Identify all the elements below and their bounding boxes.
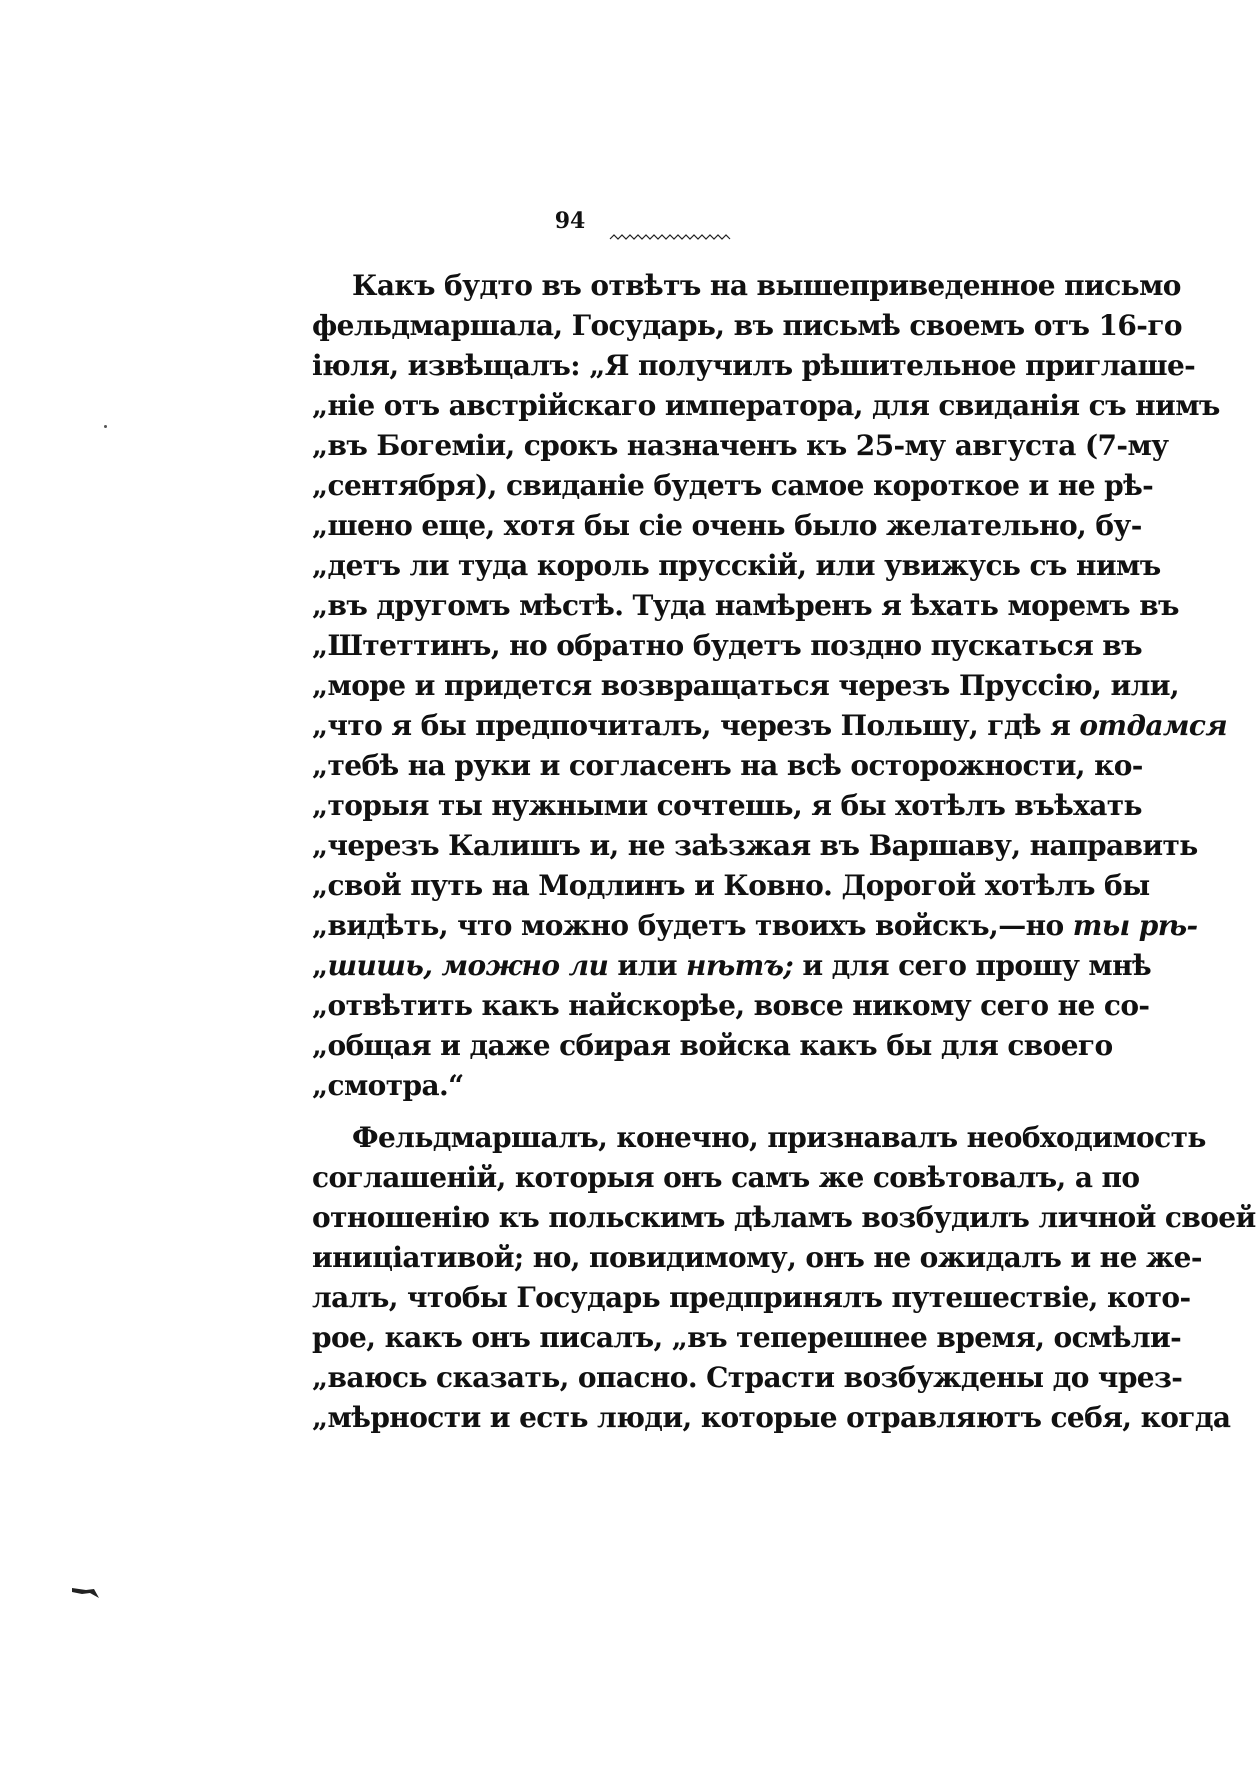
- text-span: „мѣрности и есть люди, которые отравляютъ себя, когда: [312, 1401, 1231, 1434]
- text-line: [312, 1358, 1183, 1398]
- text-span: „смотра.“: [312, 1069, 464, 1102]
- text-line: [312, 466, 1154, 506]
- text-span: рое, какъ онъ писалъ, „въ теперешнее время, осмѣли-: [312, 1321, 1182, 1354]
- text-span: „ваюсь сказать, опасно. Страсти возбуждены до чрез-: [312, 1361, 1183, 1394]
- text-line: [312, 746, 1143, 786]
- text-line: [312, 546, 1161, 586]
- text-line: [312, 826, 1198, 866]
- text-line: [312, 266, 1181, 306]
- text-span: „общая и даже сбирая войска какъ бы для своего: [312, 1029, 1113, 1062]
- text-line: [312, 786, 1142, 826]
- text-span: іюля, извѣщалъ: „Я получилъ рѣшительное приглаше-: [312, 349, 1196, 382]
- text-span: „свой путь на Модлинъ и Ковно. Дорогой хотѣлъ бы: [312, 869, 1150, 902]
- text-span: „ніе отъ австрійскаго императора, для свиданія съ нимъ: [312, 389, 1220, 422]
- text-span: „въ другомъ мѣстѣ. Туда намѣренъ я ѣхать моремъ въ: [312, 589, 1179, 622]
- text-line: [312, 946, 1152, 986]
- text-span: „: [312, 949, 328, 982]
- text-span: „видѣть, что можно будетъ твоихъ войскъ,—но: [312, 909, 1073, 942]
- page-number: 94: [554, 208, 586, 234]
- text-span: Какъ будто въ отвѣтъ на вышеприведенное письмо: [352, 269, 1181, 302]
- text-line: [312, 626, 1143, 666]
- text-span: отношенію къ польскимъ дѣламъ возбудилъ личной своей: [312, 1201, 1256, 1234]
- text-line: [312, 1118, 1206, 1158]
- text-line: [312, 1318, 1182, 1358]
- text-span: „торыя ты нужными сочтешь, я бы хотѣлъ въѣхать: [312, 789, 1142, 822]
- page-number-ornament: [610, 234, 730, 244]
- text-line: [312, 1066, 1028, 1106]
- text-span: „въ Богеміи, срокъ назначенъ къ 25-му августа (7-му: [312, 429, 1169, 462]
- italic-text: ты рѣ-: [1072, 909, 1198, 942]
- text-line: [312, 906, 1198, 946]
- text-line: [312, 1198, 1256, 1238]
- text-line: [312, 586, 1179, 626]
- text-span: Фельдмаршалъ, конечно, признавалъ необходимость: [352, 1121, 1206, 1154]
- text-line: [312, 1278, 1191, 1318]
- text-line: [312, 426, 1169, 466]
- text-span: и для сего прошу мнѣ: [793, 949, 1152, 982]
- text-span: или: [608, 949, 687, 982]
- text-line: [312, 506, 1142, 546]
- text-line: [312, 1158, 1140, 1198]
- text-line: [312, 306, 1182, 346]
- text-span: „шено еще, хотя бы сіе очень было желательно, бу-: [312, 509, 1142, 542]
- italic-text: нѣтъ;: [686, 949, 794, 982]
- text-span: „детъ ли туда король прусскій, или увижусь съ нимъ: [312, 549, 1161, 582]
- text-span: лалъ, чтобы Государь предпринялъ путешествіе, кото-: [312, 1281, 1191, 1314]
- text-line: [312, 666, 1180, 706]
- text-span: иниціативой; но, повидимому, онъ не ожидалъ и не же-: [312, 1241, 1202, 1274]
- text-line: [312, 386, 1220, 426]
- text-span: соглашеній, которыя онъ самъ же совѣтовалъ, а по: [312, 1161, 1140, 1194]
- margin-mark: [72, 1586, 100, 1600]
- text-span: фельдмаршала, Государь, въ письмѣ своемъ отъ 16-го: [312, 309, 1182, 342]
- text-line: [312, 866, 1150, 906]
- text-span: „сентября), свиданіе будетъ самое короткое и не рѣ-: [312, 469, 1154, 502]
- paragraph-gap: [312, 1106, 1028, 1118]
- text-line: [312, 1238, 1202, 1278]
- text-span: „тебѣ на руки и согласенъ на всѣ осторожности, ко-: [312, 749, 1143, 782]
- text-line: [312, 1026, 1113, 1066]
- text-line: [312, 1398, 1231, 1438]
- paragraph: [312, 1118, 1256, 1438]
- text-span: „Штеттинъ, но обратно будетъ поздно пускаться въ: [312, 629, 1143, 662]
- italic-text: шишь, можно ли: [327, 949, 609, 982]
- text-span: „черезъ Калишъ и, не заѣзжая въ Варшаву, направить: [312, 829, 1198, 862]
- text-span: „что я бы предпочиталъ, черезъ Польшу, гдѣ я: [312, 709, 1080, 742]
- italic-text: отдамся: [1079, 709, 1228, 742]
- paragraph: [312, 266, 1228, 1106]
- stray-dot: [104, 425, 107, 428]
- text-body: [312, 266, 1256, 1438]
- text-line: [312, 346, 1196, 386]
- text-span: „отвѣтить какъ найскорѣе, вовсе никому сего не со-: [312, 989, 1150, 1022]
- text-span: „море и придется возвращаться черезъ Пруссію, или,: [312, 669, 1180, 702]
- text-line: [312, 706, 1228, 746]
- text-line: [312, 986, 1150, 1026]
